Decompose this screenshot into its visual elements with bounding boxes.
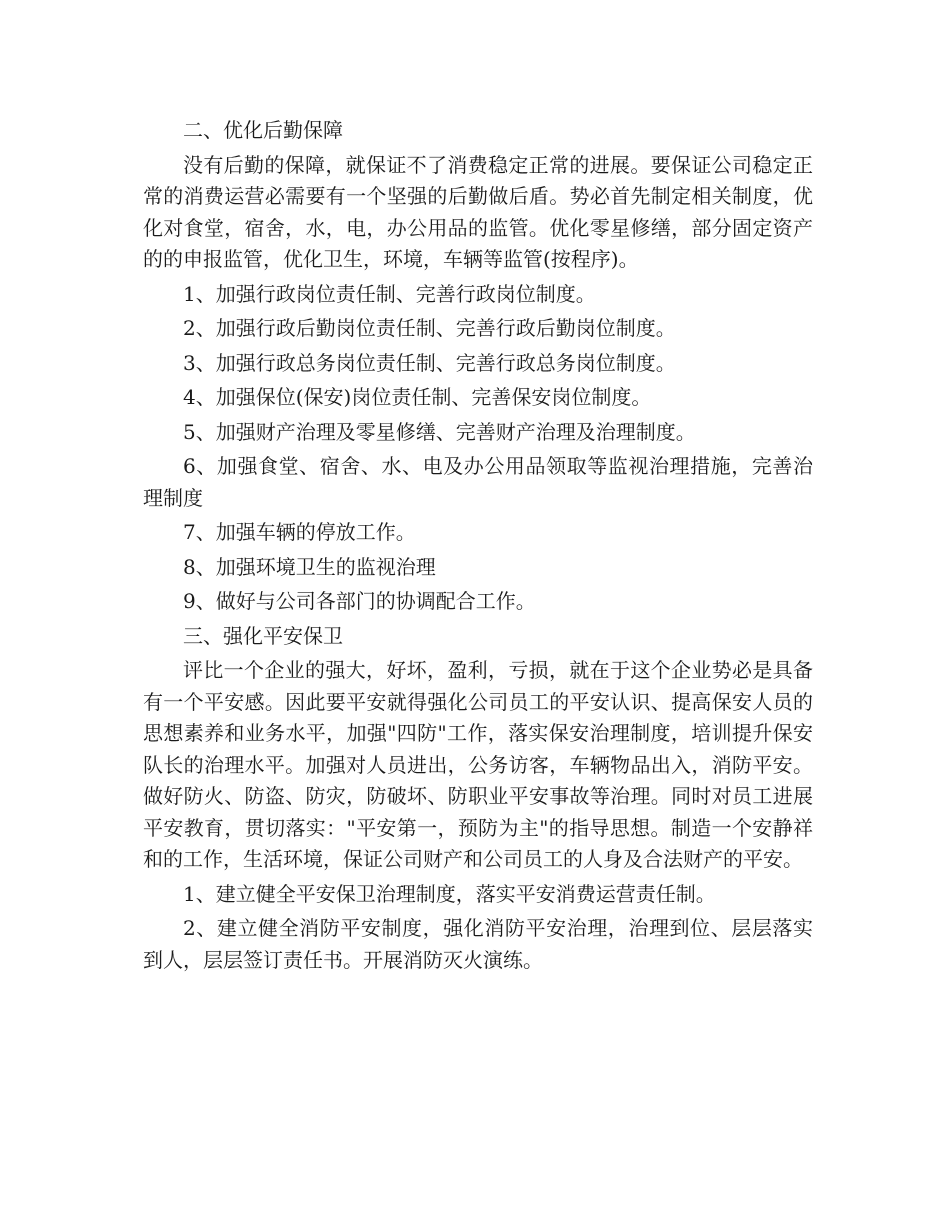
list-item: 1、加强行政岗位责任制、完善行政岗位制度。 — [183, 281, 596, 306]
paragraph: 评比一个企业的强大，好坏，盈利，亏损，就在于这个企业势必是具备有一个平安感。因此要平安就得强化公司员工的平安认识、提高保安人员的思想素养和业务水平，加强"四防"工作，落实保安治理制度，培训提升保安队长的治理水平。加强对人员进出，公务访客，车辆物品出入，消防平安。做好防火、防盗、防灾，防破坏、防职业平安事故等治理。同时对员工进展平安教育，贯切落实："平安第一，预防为主"的指导思想。制造一个安静祥和的工作，生活环境，保证公司财产和公司员工的人身及合法财产的平安。 — [143, 658, 813, 871]
document-body — [143, 115, 813, 979]
section-heading-security: 三、强化平安保卫 — [183, 623, 343, 648]
list-item: 6、加强食堂、宿舍、水、电及办公用品领取等监视治理措施，完善治理制度 — [143, 454, 813, 510]
list-item: 1、建立健全平安保卫治理制度，落实平安消费运营责任制。 — [183, 881, 716, 906]
list-item: 5、加强财产治理及零星修缮、完善财产治理及治理制度。 — [183, 419, 696, 444]
section-heading-logistics: 二、优化后勤保障 — [183, 118, 343, 142]
list-item: 7、加强车辆的停放工作。 — [183, 520, 416, 544]
list-item: 8、加强环境卫生的监视治理 — [183, 554, 436, 579]
list-item: 2、加强行政后勤岗位责任制、完善行政后勤岗位制度。 — [183, 316, 676, 340]
paragraph: 没有后勤的保障，就保证不了消费稳定正常的进展。要保证公司稳定正常的消费运营必需要有一个坚强的后勤做后盾。势必首先制定相关制度，优化对食堂，宿舍，水，电，办公用品的监管。优化零星修缮，部分固定资产的的申报监管，优化卫生，环境，车辆等监管(按程序)。 — [143, 152, 813, 271]
list-item: 9、做好与公司各部门的协调配合工作。 — [183, 589, 536, 613]
list-item: 4、加强保位(保安)岗位责任制、完善保安岗位制度。 — [183, 385, 652, 409]
list-item: 2、建立健全消防平安制度，强化消防平安治理，治理到位、层层落实到人，层层签订责任书。开展消防灭火演练。 — [143, 916, 813, 972]
list-item: 3、加强行政总务岗位责任制、完善行政总务岗位制度。 — [183, 350, 676, 375]
